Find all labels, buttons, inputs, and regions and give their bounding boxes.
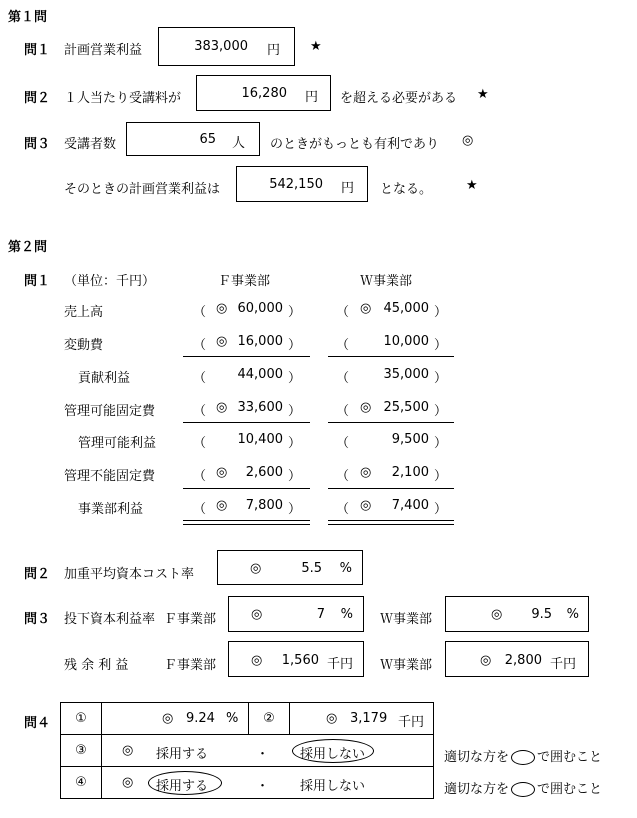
double-circle-icon: ◎ xyxy=(250,561,262,576)
s1-q1-text: 計画営業利益 xyxy=(64,43,143,58)
s2-q1-col-f: Ｆ事業部 xyxy=(218,274,271,289)
open-paren: （ xyxy=(193,469,207,484)
table-row xyxy=(61,735,434,767)
double-circle-icon: ◎ xyxy=(462,133,474,148)
s1-q3-value: 65 xyxy=(199,132,216,147)
double-circle-icon: ◎ xyxy=(216,498,228,513)
pl-f-value: 10,400 xyxy=(237,432,283,447)
double-circle-icon: ◎ xyxy=(480,653,492,668)
s2-q3-roi-w-value: 9.5 xyxy=(531,607,552,622)
s2-q3-ri-w-unit: 千円 xyxy=(549,657,576,672)
s2-q4-row3-cell xyxy=(102,735,434,767)
open-paren: （ xyxy=(193,305,207,320)
s2-q4-note-post: で囲むこと xyxy=(537,750,603,765)
s2-q4-v1: 9.24 xyxy=(186,711,215,726)
s2-q1-col-w: Ｗ事業部 xyxy=(360,274,413,289)
subtotal-rule xyxy=(328,488,454,489)
double-circle-icon: ◎ xyxy=(326,711,338,726)
s2-q1-label: 問１ xyxy=(24,274,51,289)
pl-row-label: 事業部利益 xyxy=(78,502,144,517)
s2-q3-roi-w-unit: % xyxy=(566,607,579,622)
s2-q3-ri-w-value: 2,800 xyxy=(504,653,542,668)
s1-q3-text: 受講者数 xyxy=(64,137,117,152)
open-paren: （ xyxy=(193,502,207,517)
close-paren: ） xyxy=(434,436,448,451)
s2-q3-roi-text: 投下資本利益率 xyxy=(64,612,156,627)
s2-q3-roi-w-label: Ｗ事業部 xyxy=(380,612,433,627)
close-paren: ） xyxy=(288,404,302,419)
s1-q3-answer2-box xyxy=(236,166,368,202)
section2-title: 第２問 xyxy=(8,240,48,255)
pl-f-value: 60,000 xyxy=(237,301,283,316)
s1-q3-value2: 542,150 xyxy=(269,177,323,192)
s2-q4-r3-dot: ・ xyxy=(256,747,270,762)
double-circle-icon: ◎ xyxy=(360,301,372,316)
pl-f-value: 2,600 xyxy=(245,465,283,480)
total-double-rule xyxy=(328,524,454,525)
subtotal-rule xyxy=(328,356,454,357)
pl-row-label: 管理可能固定費 xyxy=(64,404,156,419)
pl-row-label: 管理可能利益 xyxy=(78,436,157,451)
s2-q4-c3: ③ xyxy=(61,735,102,767)
open-paren: （ xyxy=(193,436,207,451)
double-circle-icon: ◎ xyxy=(162,711,174,726)
s1-q1-label: 問１ xyxy=(24,43,51,58)
close-paren: ） xyxy=(288,436,302,451)
s2-q4-row4-cell xyxy=(102,767,434,799)
close-paren: ） xyxy=(434,305,448,320)
table-row xyxy=(61,767,434,799)
s1-q2-after: を超える必要がある xyxy=(340,91,458,106)
close-paren: ） xyxy=(288,469,302,484)
star-icon: ★ xyxy=(477,87,489,102)
subtotal-rule xyxy=(183,488,310,489)
open-paren: （ xyxy=(336,305,350,320)
open-paren: （ xyxy=(193,338,207,353)
s2-q4-r4-opt2: 採用しない xyxy=(300,779,366,794)
s2-q4-r4-opt1: 採用する xyxy=(156,779,209,794)
total-double-rule xyxy=(183,520,310,521)
s2-q3-roi-w-box xyxy=(445,596,589,632)
s2-q3-ri-f-box xyxy=(228,641,364,677)
s2-q2-label: 問２ xyxy=(24,567,51,582)
double-circle-icon: ◎ xyxy=(216,465,228,480)
double-circle-icon: ◎ xyxy=(122,775,134,790)
pl-row-label: 管理不能固定費 xyxy=(64,469,156,484)
open-paren: （ xyxy=(336,371,350,386)
s1-q1-unit: 円 xyxy=(266,43,280,58)
s1-q2-label: 問２ xyxy=(24,91,51,106)
close-paren: ） xyxy=(288,371,302,386)
s2-q3-roi-f-value: 7 xyxy=(316,607,325,622)
double-circle-icon: ◎ xyxy=(216,400,228,415)
s1-q3-answer-box xyxy=(126,122,260,156)
s2-q3-roi-f-box xyxy=(228,596,364,632)
pl-w-value: 25,500 xyxy=(383,400,429,415)
open-paren: （ xyxy=(336,469,350,484)
pl-row-label: 売上高 xyxy=(64,305,104,320)
open-paren: （ xyxy=(193,404,207,419)
double-circle-icon: ◎ xyxy=(491,607,503,622)
pl-w-value: 35,000 xyxy=(383,367,429,382)
s2-q4-note-pre: 適切な方を xyxy=(444,750,510,765)
double-circle-icon: ◎ xyxy=(251,607,263,622)
star-icon: ★ xyxy=(310,39,322,54)
open-paren: （ xyxy=(336,338,350,353)
s2-q4-note-pre: 適切な方を xyxy=(444,782,510,797)
double-circle-icon: ◎ xyxy=(122,743,134,758)
pl-f-value: 7,800 xyxy=(245,498,283,513)
s1-q2-unit: 円 xyxy=(304,90,318,105)
close-paren: ） xyxy=(434,502,448,517)
close-paren: ） xyxy=(434,469,448,484)
s2-q3-label: 問３ xyxy=(24,612,51,627)
s1-q3-after2: となる。 xyxy=(380,182,433,197)
oval-icon xyxy=(511,750,535,765)
close-paren: ） xyxy=(288,338,302,353)
s2-q4-cell2 xyxy=(290,703,434,735)
double-circle-icon: ◎ xyxy=(251,653,263,668)
pl-w-value: 2,100 xyxy=(391,465,429,480)
s2-q4-v2: 3,179 xyxy=(350,711,388,726)
pl-f-value: 33,600 xyxy=(237,400,283,415)
pl-w-value: 45,000 xyxy=(383,301,429,316)
s1-q3-text2: そのときの計画営業利益は xyxy=(64,182,221,197)
s2-q3-ri-text: 残 余 利 益 xyxy=(64,658,129,673)
s1-q2-text: １人当たり受講料が xyxy=(64,91,182,106)
s2-q4-note-row4 xyxy=(444,778,602,797)
s2-q3-ri-w-box xyxy=(445,641,589,677)
s2-q3-roi-f-unit: % xyxy=(340,607,353,622)
pl-w-value: 10,000 xyxy=(383,334,429,349)
s2-q4-label: 問４ xyxy=(24,716,51,731)
pl-row-label: 変動費 xyxy=(64,338,104,353)
s2-q4-u2: 千円 xyxy=(398,715,425,730)
double-circle-icon: ◎ xyxy=(360,400,372,415)
s2-q4-c4: ④ xyxy=(61,767,102,799)
s2-q4-u1: % xyxy=(226,711,239,726)
s1-q3-label: 問３ xyxy=(24,137,51,152)
s1-q3-after: のときがもっとも有利であり xyxy=(270,137,440,152)
selection-oval xyxy=(148,771,222,795)
pl-row-label: 貢献利益 xyxy=(78,371,131,386)
open-paren: （ xyxy=(336,436,350,451)
subtotal-rule xyxy=(328,422,454,423)
s2-q2-value: 5.5 xyxy=(301,561,322,576)
total-double-rule xyxy=(328,520,454,521)
s1-q1-value: 383,000 xyxy=(194,39,248,54)
s1-q1-answer-box xyxy=(158,27,295,66)
double-circle-icon: ◎ xyxy=(216,301,228,316)
s2-q2-answer-box xyxy=(217,550,363,585)
s2-q4-r4-dot: ・ xyxy=(256,779,270,794)
double-circle-icon: ◎ xyxy=(360,465,372,480)
total-double-rule xyxy=(183,524,310,525)
close-paren: ） xyxy=(434,404,448,419)
s2-q2-text: 加重平均資本コスト率 xyxy=(64,567,195,582)
pl-f-value: 16,000 xyxy=(237,334,283,349)
double-circle-icon: ◎ xyxy=(216,334,228,349)
star-icon: ★ xyxy=(466,178,478,193)
open-paren: （ xyxy=(336,404,350,419)
table-row xyxy=(61,703,434,735)
s2-q4-c1: ① xyxy=(61,703,102,735)
s2-q4-c2: ② xyxy=(249,703,290,735)
oval-icon xyxy=(511,782,535,797)
s2-q4-r3-opt2: 採用しない xyxy=(300,747,366,762)
s2-q4-table xyxy=(60,702,434,799)
s2-q1-unit-note: （単位：千円） xyxy=(64,274,156,289)
pl-f-value: 44,000 xyxy=(237,367,283,382)
selection-oval xyxy=(292,739,374,763)
s2-q3-ri-w-label: Ｗ事業部 xyxy=(380,658,433,673)
pl-w-value: 9,500 xyxy=(391,432,429,447)
s2-q3-ri-f-unit: 千円 xyxy=(326,657,353,672)
s2-q3-ri-f-value: 1,560 xyxy=(281,653,319,668)
close-paren: ） xyxy=(434,338,448,353)
s2-q4-note-row3 xyxy=(444,746,602,765)
pl-w-value: 7,400 xyxy=(391,498,429,513)
close-paren: ） xyxy=(288,305,302,320)
double-circle-icon: ◎ xyxy=(360,498,372,513)
s2-q4-r3-opt1: 採用する xyxy=(156,747,209,762)
open-paren: （ xyxy=(336,502,350,517)
s1-q2-value: 16,280 xyxy=(241,86,287,101)
s2-q4-cell1 xyxy=(102,703,249,735)
open-paren: （ xyxy=(193,371,207,386)
subtotal-rule xyxy=(183,422,310,423)
s1-q3-unit: 人 xyxy=(231,136,245,151)
s2-q3-ri-f-label: Ｆ事業部 xyxy=(164,658,217,673)
close-paren: ） xyxy=(434,371,448,386)
close-paren: ） xyxy=(288,502,302,517)
s2-q4-note-post: で囲むこと xyxy=(537,782,603,797)
s2-q2-unit: % xyxy=(339,561,352,576)
subtotal-rule xyxy=(183,356,310,357)
s1-q3-unit2: 円 xyxy=(340,181,354,196)
section1-title: 第１問 xyxy=(8,10,48,25)
s2-q3-roi-f-label: Ｆ事業部 xyxy=(164,612,217,627)
s1-q2-answer-box xyxy=(196,75,331,111)
